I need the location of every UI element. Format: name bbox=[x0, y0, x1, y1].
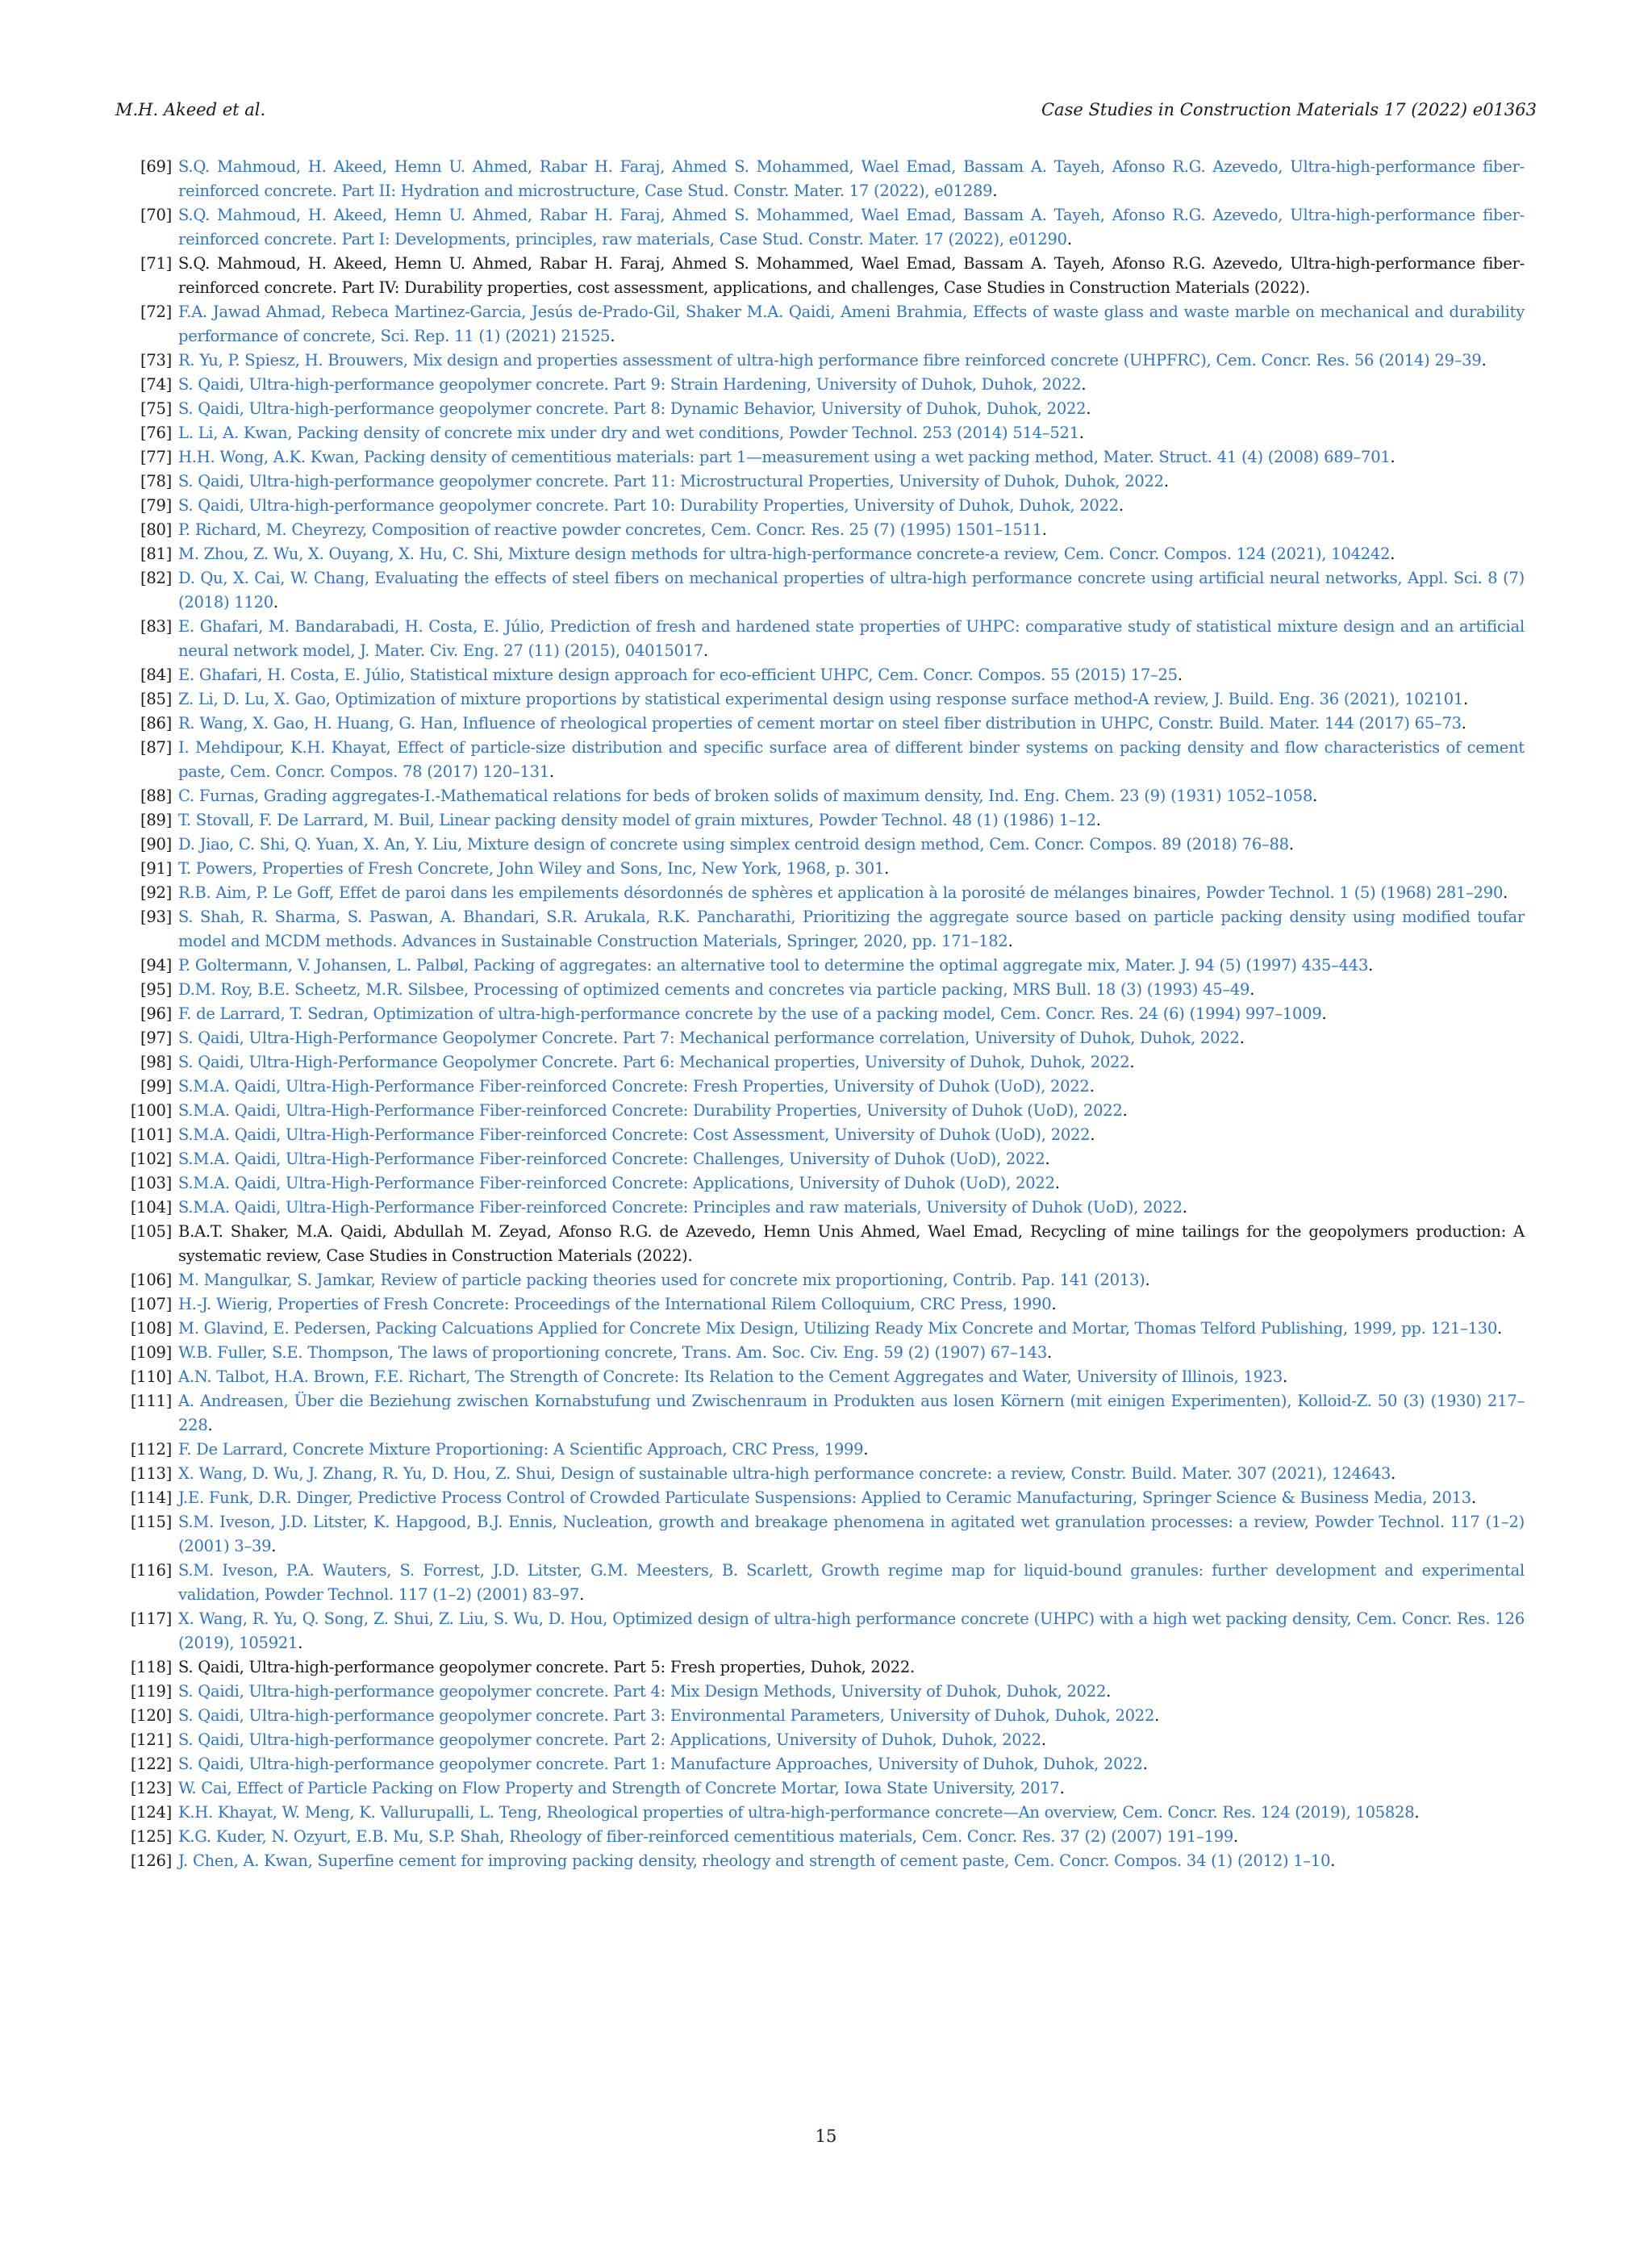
reference-item bbox=[115, 1268, 1525, 1292]
reference-number: [93] bbox=[140, 908, 172, 926]
reference-number: [84] bbox=[140, 666, 172, 684]
reference-item bbox=[115, 155, 1525, 203]
reference-number: [107] bbox=[130, 1295, 172, 1313]
reference-number: [75] bbox=[140, 399, 172, 418]
reference-link[interactable]: W.B. Fuller, S.E. Thompson, The laws of proportioning concrete, Trans. Am. Soc. Civ. Eng. 59 (2) (1907) 67–143 bbox=[178, 1343, 1048, 1362]
reference-item bbox=[115, 663, 1525, 687]
reference-item bbox=[115, 1825, 1525, 1849]
reference-number: [73] bbox=[140, 351, 172, 369]
reference-period: . bbox=[1122, 1101, 1128, 1120]
reference-item bbox=[115, 833, 1525, 857]
reference-item bbox=[115, 1050, 1525, 1075]
reference-link[interactable]: C. Furnas, Grading aggregates-I.-Mathematical relations for beds of broken solids of maximum density, Ind. Eng. Chem. 23 (9) (1931) 1052–1058 bbox=[178, 787, 1313, 805]
reference-item bbox=[115, 712, 1525, 736]
reference-link[interactable]: X. Wang, D. Wu, J. Zhang, R. Yu, D. Hou, Z. Shui, Design of sustainable ultra-high performance concrete: a review, Constr. Build. Mater. 307 (2021), 124643 bbox=[178, 1464, 1391, 1483]
reference-item bbox=[115, 1849, 1525, 1873]
reference-item bbox=[115, 349, 1525, 373]
reference-period: . bbox=[1239, 1029, 1245, 1047]
reference-link[interactable]: E. Ghafari, H. Costa, E. Júlio, Statistical mixture design approach for eco-efficient UHPC, Cem. Concr. Compos. 55 (2015) 17–25 bbox=[178, 666, 1178, 684]
reference-number: [92] bbox=[140, 883, 172, 902]
reference-item bbox=[115, 566, 1525, 615]
reference-link[interactable]: K.G. Kuder, N. Ozyurt, E.B. Mu, S.P. Shah, Rheology of fiber-reinforced cementitious materials, Cem. Concr. Res. 37 (2) (2007) 191–199 bbox=[178, 1827, 1234, 1846]
reference-period: . bbox=[1142, 1755, 1148, 1773]
reference-link[interactable]: W. Cai, Effect of Particle Packing on Flow Property and Strength of Concrete Mortar, Iowa State University, 2017 bbox=[178, 1779, 1060, 1797]
reference-number: [126] bbox=[130, 1851, 172, 1870]
reference-period: . bbox=[1041, 520, 1047, 539]
reference-period: . bbox=[1330, 1851, 1336, 1870]
reference-number: [94] bbox=[140, 956, 172, 975]
reference-link[interactable]: F. De Larrard, Concrete Mixture Proportioning: A Scientific Approach, CRC Press, 1999 bbox=[178, 1440, 864, 1459]
reference-period: . bbox=[1321, 1004, 1327, 1023]
reference-item bbox=[115, 954, 1525, 978]
reference-item bbox=[115, 1486, 1525, 1510]
reference-period: . bbox=[703, 641, 708, 660]
reference-link[interactable]: E. Ghafari, M. Bandarabadi, H. Costa, E. Júlio, Prediction of fresh and hardened state properties of UHPC: comparative study of statistical mixture design and an artificial neural network model, J. Mater. Civ. Eng. 27 (11) (2015), 04015017 bbox=[178, 617, 1525, 660]
reference-link[interactable]: M. Zhou, Z. Wu, X. Ouyang, X. Hu, C. Shi, Mixture design methods for ultra-high-performance concrete-a review, Cem. Concr. Compos. 124 (2021), 104242 bbox=[178, 545, 1391, 563]
reference-link[interactable]: P. Richard, M. Cheyrezy, Composition of reactive powder concretes, Cem. Concr. Res. 25 (7) (1995) 1501–1511 bbox=[178, 520, 1042, 539]
reference-number: [102] bbox=[130, 1150, 172, 1168]
reference-link[interactable]: T. Powers, Properties of Fresh Concrete, John Wiley and Sons, Inc, New York, 1968, p. 301 bbox=[178, 859, 885, 878]
reference-item bbox=[115, 542, 1525, 566]
reference-number: [90] bbox=[140, 835, 172, 854]
reference-number: [119] bbox=[130, 1682, 172, 1701]
reference-number: [100] bbox=[130, 1101, 172, 1120]
reference-item bbox=[115, 1365, 1525, 1389]
reference-link[interactable]: R. Yu, P. Spiesz, H. Brouwers, Mix design and properties assessment of ultra-high performance fibre reinforced concrete (UHPFRC), Cem. Concr. Res. 56 (2014) 29–39 bbox=[178, 351, 1482, 369]
reference-period: . bbox=[610, 327, 615, 345]
reference-item bbox=[115, 1196, 1525, 1220]
reference-link[interactable]: S. Qaidi, Ultra-high-performance geopolymer concrete. Part 11: Microstructural Properties, University of Duhok, Duhok, 2022 bbox=[178, 472, 1164, 490]
reference-number: [109] bbox=[130, 1343, 172, 1362]
reference-period: . bbox=[1041, 1730, 1046, 1749]
reference-period: . bbox=[1090, 1125, 1095, 1144]
reference-item bbox=[115, 1317, 1525, 1341]
reference-number: [71] bbox=[140, 254, 172, 273]
reference-link[interactable]: P. Goltermann, V. Johansen, L. Palbøl, Packing of aggregates: an alternative tool to determine the optimal aggregate mix, Mater. J. 94 (5) (1997) 435–443 bbox=[178, 956, 1369, 975]
reference-period: . bbox=[273, 593, 278, 612]
reference-item bbox=[115, 1607, 1525, 1655]
reference-number: [99] bbox=[140, 1077, 172, 1096]
reference-link[interactable]: A. Andreasen, Über die Beziehung zwischen Kornabstufung und Zwischenraum in Produkten aus losen Körnern (mit einigen Experimenten), Kolloid-Z. 50 (3) (1930) 217–228 bbox=[178, 1392, 1525, 1434]
reference-item bbox=[115, 470, 1525, 494]
page-number: 15 bbox=[815, 2127, 837, 2146]
header-authors: M.H. Akeed et al. bbox=[115, 100, 266, 119]
reference-period: . bbox=[298, 1634, 303, 1652]
reference-item bbox=[115, 1704, 1525, 1728]
reference-link[interactable]: K.H. Khayat, W. Meng, K. Vallurupalli, L. Teng, Rheological properties of ultra-high-performance concrete—An overview, Cem. Concr. Res. 124 (2019), 105828 bbox=[178, 1803, 1415, 1822]
reference-item bbox=[115, 687, 1525, 712]
reference-link[interactable]: X. Wang, R. Yu, Q. Song, Z. Shui, Z. Liu, S. Wu, D. Hou, Optimized design of ultra-high performance concrete (UHPC) with a high wet packing density, Cem. Concr. Res. 126 (2019), 105921 bbox=[178, 1609, 1525, 1652]
reference-period: . bbox=[1414, 1803, 1420, 1822]
reference-period: . bbox=[1390, 448, 1395, 466]
reference-link[interactable]: S. Qaidi, Ultra-high-performance geopolymer concrete. Part 1: Manufacture Approaches, University of Duhok, Duhok, 2022 bbox=[178, 1755, 1143, 1773]
reference-link[interactable]: L. Li, A. Kwan, Packing density of concrete mix under dry and wet conditions, Powder Technol. 253 (2014) 514–521 bbox=[178, 424, 1079, 442]
reference-number: [69] bbox=[140, 157, 172, 176]
reference-item bbox=[115, 252, 1525, 300]
reference-item bbox=[115, 1220, 1525, 1268]
reference-link[interactable]: R.B. Aim, P. Le Goff, Effet de paroi dans les empilements désordonnés de sphères et application à la porosité de mélanges binaires, Powder Technol. 1 (5) (1968) 281–290 bbox=[178, 883, 1504, 902]
reference-text: S.Q. Mahmoud, H. Akeed, Hemn U. Ahmed, Rabar H. Faraj, Ahmed S. Mohammed, Wael Emad, Bassam A. Tayeh, Afonso R.G. Azevedo, Ultra-high-performance fiber-reinforced concrete. Part IV: Durability properties, cost assessment, applications, and challenges, Case Studies in Construction Materials (2022) bbox=[178, 254, 1525, 297]
reference-link[interactable]: J.E. Funk, D.R. Dinger, Predictive Process Control of Crowded Particulate Suspensions: Applied to Ceramic Manufacturing, Springer Science & Business Media, 2013 bbox=[178, 1488, 1471, 1507]
reference-item bbox=[115, 1099, 1525, 1123]
reference-period: . bbox=[1007, 932, 1013, 950]
reference-link[interactable]: H.H. Wong, A.K. Kwan, Packing density of cementitious materials: part 1—measurement using a wet packing method, Mater. Struct. 41 (4) (2008) 689–701 bbox=[178, 448, 1391, 466]
reference-item bbox=[115, 300, 1525, 349]
reference-list bbox=[115, 155, 1525, 1873]
reference-item bbox=[115, 1341, 1525, 1365]
reference-period: . bbox=[1154, 1706, 1160, 1725]
reference-link[interactable]: S. Qaidi, Ultra-high-performance geopolymer concrete. Part 3: Environmental Parameters, University of Duhok, Duhok, 2022 bbox=[178, 1706, 1155, 1725]
reference-item bbox=[115, 1147, 1525, 1171]
reference-item bbox=[115, 1075, 1525, 1099]
reference-number: [74] bbox=[140, 375, 172, 394]
reference-period: . bbox=[1390, 545, 1395, 563]
reference-item bbox=[115, 615, 1525, 663]
reference-period: . bbox=[1106, 1682, 1112, 1701]
reference-item bbox=[115, 1559, 1525, 1607]
reference-number: [82] bbox=[140, 569, 172, 587]
reference-period: . bbox=[1471, 1488, 1476, 1507]
reference-link[interactable]: S. Qaidi, Ultra-high-performance geopolymer concrete. Part 9: Strain Hardening, University of Duhok, Duhok, 2022 bbox=[178, 375, 1082, 394]
reference-link[interactable]: M. Glavind, E. Pedersen, Packing Calcuations Applied for Concrete Mix Design, Utilizing Ready Mix Concrete and Mortar, Thomas Telford Publishing, 1999, pp. 121–130 bbox=[178, 1319, 1498, 1338]
reference-link[interactable]: S.M.A. Qaidi, Ultra-High-Performance Fiber-reinforced Concrete: Challenges, University of Duhok (UoD), 2022 bbox=[178, 1150, 1045, 1168]
reference-number: [124] bbox=[130, 1803, 172, 1822]
reference-period: . bbox=[1059, 1779, 1065, 1797]
reference-period: . bbox=[1182, 1198, 1187, 1217]
reference-link[interactable]: T. Stovall, F. De Larrard, M. Buil, Linear packing density model of grain mixtures, Powder Technol. 48 (1) (1986) 1–12 bbox=[178, 811, 1096, 829]
reference-period: . bbox=[1086, 399, 1091, 418]
reference-item bbox=[115, 1776, 1525, 1801]
reference-item bbox=[115, 1171, 1525, 1196]
reference-link[interactable]: J. Chen, A. Kwan, Superfine cement for improving packing density, rheology and strength of cement paste, Cem. Concr. Compos. 34 (1) (2012) 1–10 bbox=[178, 1851, 1331, 1870]
reference-link[interactable]: S.M.A. Qaidi, Ultra-High-Performance Fiber-reinforced Concrete: Durability Properties, University of Duhok (UoD), 2022 bbox=[178, 1101, 1123, 1120]
reference-item bbox=[115, 1680, 1525, 1704]
reference-number: [88] bbox=[140, 787, 172, 805]
reference-link[interactable]: S.M.A. Qaidi, Ultra-High-Performance Fiber-reinforced Concrete: Fresh Properties, University of Duhok (UoD), 2022 bbox=[178, 1077, 1090, 1096]
header-journal: Case Studies in Construction Materials 17 (2022) e01363 bbox=[1041, 100, 1537, 119]
reference-period: . bbox=[1283, 1367, 1287, 1386]
reference-period: . bbox=[549, 762, 554, 781]
reference-number: [116] bbox=[130, 1561, 172, 1580]
reference-period: . bbox=[1461, 714, 1466, 733]
reference-period: . bbox=[1078, 424, 1084, 442]
reference-item bbox=[115, 808, 1525, 833]
reference-period: . bbox=[1163, 472, 1169, 490]
reference-link[interactable]: R. Wang, X. Gao, H. Huang, G. Han, Influence of rheological properties of cement mortar on steel fiber distribution in UHPC, Constr. Build. Mater. 144 (2017) 65–73 bbox=[178, 714, 1462, 733]
reference-number: [86] bbox=[140, 714, 172, 733]
reference-item bbox=[115, 373, 1525, 397]
reference-number: [104] bbox=[130, 1198, 172, 1217]
reference-link[interactable]: Z. Li, D. Lu, X. Gao, Optimization of mixture proportions by statistical experimental design using response surface method-A review, J. Build. Eng. 36 (2021), 102101 bbox=[178, 690, 1464, 708]
reference-link[interactable]: S.Q. Mahmoud, H. Akeed, Hemn U. Ahmed, Rabar H. Faraj, Ahmed S. Mohammed, Wael Emad, Bassam A. Tayeh, Afonso R.G. Azevedo, Ultra-high-performance fiber-reinforced concrete. Part I: Developments, principles, raw materials, Case Stud. Constr. Mater. 17 (2022), e01290 bbox=[178, 206, 1525, 248]
reference-item bbox=[115, 881, 1525, 905]
reference-link[interactable]: S.M. Iveson, J.D. Litster, K. Hapgood, B.J. Ennis, Nucleation, growth and breakage phenomena in agitated wet granulation processes: a review, Powder Technol. 117 (1–2) (2001) 3–39 bbox=[178, 1513, 1525, 1555]
reference-link[interactable]: I. Mehdipour, K.H. Khayat, Effect of particle-size distribution and specific surface area of different binder systems on packing density and flow characteristics of cement paste, Cem. Concr. Compos. 78 (2017) 120–131 bbox=[178, 738, 1525, 781]
reference-number: [89] bbox=[140, 811, 172, 829]
reference-period: . bbox=[1177, 666, 1183, 684]
reference-period: . bbox=[271, 1537, 277, 1555]
reference-item bbox=[115, 1002, 1525, 1026]
reference-number: [98] bbox=[140, 1053, 172, 1071]
reference-period: . bbox=[1312, 787, 1318, 805]
reference-link[interactable]: D. Jiao, C. Shi, Q. Yuan, X. An, Y. Liu, Mixture design of concrete using simplex centroid design method, Cem. Concr. Compos. 89 (2018) 76–88 bbox=[178, 835, 1289, 854]
reference-item bbox=[115, 1752, 1525, 1776]
reference-link[interactable]: S.M.A. Qaidi, Ultra-High-Performance Fiber-reinforced Concrete: Applications, University of Duhok (UoD), 2022 bbox=[178, 1174, 1055, 1192]
reference-period: . bbox=[1081, 375, 1087, 394]
reference-link[interactable]: S.M.A. Qaidi, Ultra-High-Performance Fiber-reinforced Concrete: Cost Assessment, University of Duhok (UoD), 2022 bbox=[178, 1125, 1091, 1144]
reference-link[interactable]: D.M. Roy, B.E. Scheetz, M.R. Silsbee, Processing of optimized cements and concretes via particle packing, MRS Bull. 18 (3) (1993) 45–49 bbox=[178, 980, 1250, 999]
reference-period: . bbox=[1118, 496, 1124, 515]
reference-item bbox=[115, 421, 1525, 445]
reference-number: [120] bbox=[130, 1706, 172, 1725]
reference-number: [118] bbox=[130, 1658, 172, 1676]
reference-period: . bbox=[1503, 883, 1508, 902]
reference-item bbox=[115, 1801, 1525, 1825]
reference-number: [113] bbox=[130, 1464, 172, 1483]
reference-number: [76] bbox=[140, 424, 172, 442]
reference-item bbox=[115, 1389, 1525, 1438]
reference-item bbox=[115, 1438, 1525, 1462]
reference-link[interactable]: M. Mangulkar, S. Jamkar, Review of particle packing theories used for concrete mix proportioning, Contrib. Pap. 141 (2013) bbox=[178, 1271, 1145, 1289]
reference-link[interactable]: F.A. Jawad Ahmad, Rebeca Martinez-Garcia, Jesús de-Prado-Gil, Shaker M.A. Qaidi, Ameni Brahmia, Effects of waste glass and waste marble on mechanical and durability performance of concrete, Sci. Rep. 11 (1) (2021) 21525 bbox=[178, 303, 1525, 345]
reference-number: [91] bbox=[140, 859, 172, 878]
reference-number: [112] bbox=[130, 1440, 172, 1459]
reference-number: [81] bbox=[140, 545, 172, 563]
reference-number: [87] bbox=[140, 738, 172, 757]
reference-number: [110] bbox=[130, 1367, 172, 1386]
reference-number: [95] bbox=[140, 980, 172, 999]
reference-number: [97] bbox=[140, 1029, 172, 1047]
reference-number: [117] bbox=[130, 1609, 172, 1628]
reference-item bbox=[115, 1462, 1525, 1486]
reference-item bbox=[115, 1026, 1525, 1050]
reference-text: B.A.T. Shaker, M.A. Qaidi, Abdullah M. Zeyad, Afonso R.G. de Azevedo, Hemn Unis Ahmed, Wael Emad, Recycling of mine tailings for the geopolymers production: A systematic review, Case Studies in Construction Materials (2022) bbox=[178, 1222, 1525, 1265]
reference-period: . bbox=[1481, 351, 1487, 369]
reference-period: . bbox=[579, 1585, 585, 1604]
reference-period: . bbox=[1249, 980, 1255, 999]
reference-period: . bbox=[910, 1658, 916, 1676]
reference-number: [108] bbox=[130, 1319, 172, 1338]
reference-number: [105] bbox=[130, 1222, 172, 1241]
reference-period: . bbox=[1089, 1077, 1095, 1096]
reference-number: [121] bbox=[130, 1730, 172, 1749]
reference-item bbox=[115, 905, 1525, 954]
reference-link[interactable]: F. de Larrard, T. Sedran, Optimization of ultra-high-performance concrete by the use of a packing model, Cem. Concr. Res. 24 (6) (1994) 997–1009 bbox=[178, 1004, 1322, 1023]
reference-number: [125] bbox=[130, 1827, 172, 1846]
reference-item bbox=[115, 397, 1525, 421]
reference-number: [103] bbox=[130, 1174, 172, 1192]
reference-period: . bbox=[1047, 1343, 1052, 1362]
reference-item bbox=[115, 1655, 1525, 1680]
reference-number: [101] bbox=[130, 1125, 172, 1144]
reference-period: . bbox=[687, 1246, 693, 1265]
reference-period: . bbox=[863, 1440, 869, 1459]
reference-link[interactable]: S. Qaidi, Ultra-high-performance geopolymer concrete. Part 4: Mix Design Methods, University of Duhok, Duhok, 2022 bbox=[178, 1682, 1107, 1701]
reference-link[interactable]: S.M. Iveson, P.A. Wauters, S. Forrest, J.D. Litster, G.M. Meesters, B. Scarlett, Growth regime map for liquid-bound granules: further development and experimental validation, Powder Technol. 117 (1–2) (2001) 83–97 bbox=[178, 1561, 1525, 1604]
reference-period: . bbox=[1051, 1295, 1057, 1313]
reference-link[interactable]: S. Shah, R. Sharma, S. Paswan, A. Bhandari, S.R. Arukala, R.K. Pancharathi, Prioritizing the aggregate source based on particle packing density using modified toufar model and MCDM methods. Advances in Sustainable Construction Materials, Springer, 2020, pp. 171–182 bbox=[178, 908, 1525, 950]
reference-number: [106] bbox=[130, 1271, 172, 1289]
reference-item bbox=[115, 978, 1525, 1002]
reference-link[interactable]: S. Qaidi, Ultra-High-Performance Geopolymer Concrete. Part 6: Mechanical properties, University of Duhok, Duhok, 2022 bbox=[178, 1053, 1130, 1071]
reference-number: [80] bbox=[140, 520, 172, 539]
reference-period: . bbox=[1368, 956, 1374, 975]
reference-number: [85] bbox=[140, 690, 172, 708]
reference-item bbox=[115, 518, 1525, 542]
reference-number: [72] bbox=[140, 303, 172, 321]
reference-item bbox=[115, 445, 1525, 470]
reference-period: . bbox=[1095, 811, 1101, 829]
reference-period: . bbox=[1145, 1271, 1150, 1289]
reference-number: [78] bbox=[140, 472, 172, 490]
reference-item bbox=[115, 1510, 1525, 1559]
reference-period: . bbox=[1497, 1319, 1503, 1338]
reference-number: [70] bbox=[140, 206, 172, 224]
reference-number: [111] bbox=[130, 1392, 172, 1410]
reference-item bbox=[115, 736, 1525, 784]
reference-period: . bbox=[207, 1416, 213, 1434]
reference-period: . bbox=[1288, 835, 1294, 854]
reference-period: . bbox=[1305, 278, 1311, 297]
reference-period: . bbox=[1233, 1827, 1238, 1846]
reference-number: [122] bbox=[130, 1755, 172, 1773]
reference-item bbox=[115, 494, 1525, 518]
reference-item bbox=[115, 1728, 1525, 1752]
reference-number: [83] bbox=[140, 617, 172, 636]
reference-text: S. Qaidi, Ultra-high-performance geopolymer concrete. Part 5: Fresh properties, Duhok, 2022 bbox=[178, 1658, 911, 1676]
reference-link[interactable]: S. Qaidi, Ultra-high-performance geopolymer concrete. Part 2: Applications, University of Duhok, Duhok, 2022 bbox=[178, 1730, 1041, 1749]
reference-link[interactable]: S. Qaidi, Ultra-high-performance geopolymer concrete. Part 8: Dynamic Behavior, University of Duhok, Duhok, 2022 bbox=[178, 399, 1087, 418]
running-header bbox=[115, 100, 1537, 127]
reference-number: [115] bbox=[130, 1513, 172, 1531]
reference-item bbox=[115, 1292, 1525, 1317]
reference-number: [114] bbox=[130, 1488, 172, 1507]
reference-number: [123] bbox=[130, 1779, 172, 1797]
reference-link[interactable]: S. Qaidi, Ultra-high-performance geopolymer concrete. Part 10: Durability Properties, University of Duhok, Duhok, 2022 bbox=[178, 496, 1119, 515]
reference-period: . bbox=[1054, 1174, 1060, 1192]
reference-period: . bbox=[1463, 690, 1468, 708]
reference-period: . bbox=[1066, 230, 1072, 248]
reference-link[interactable]: D. Qu, X. Cai, W. Chang, Evaluating the effects of steel fibers on mechanical properties of ultra-high performance concrete using artificial neural networks, Appl. Sci. 8 (7) (2018) 1120 bbox=[178, 569, 1525, 612]
reference-item bbox=[115, 784, 1525, 808]
reference-period: . bbox=[884, 859, 890, 878]
reference-period: . bbox=[1045, 1150, 1050, 1168]
reference-period: . bbox=[1129, 1053, 1135, 1071]
reference-item bbox=[115, 203, 1525, 252]
reference-number: [96] bbox=[140, 1004, 172, 1023]
reference-link[interactable]: S. Qaidi, Ultra-High-Performance Geopolymer Concrete. Part 7: Mechanical performance correlation, University of Duhok, Duhok, 2022 bbox=[178, 1029, 1240, 1047]
reference-link[interactable]: H.-J. Wierig, Properties of Fresh Concrete: Proceedings of the International Rilem Colloquium, CRC Press, 1990 bbox=[178, 1295, 1052, 1313]
reference-number: [79] bbox=[140, 496, 172, 515]
reference-item bbox=[115, 857, 1525, 881]
reference-item bbox=[115, 1123, 1525, 1147]
reference-link[interactable]: A.N. Talbot, H.A. Brown, F.E. Richart, The Strength of Concrete: Its Relation to the Cement Aggregates and Water, University of Illinois, 1923 bbox=[178, 1367, 1283, 1386]
reference-number: [77] bbox=[140, 448, 172, 466]
reference-link[interactable]: S.Q. Mahmoud, H. Akeed, Hemn U. Ahmed, Rabar H. Faraj, Ahmed S. Mohammed, Wael Emad, Bassam A. Tayeh, Afonso R.G. Azevedo, Ultra-high-performance fiber-reinforced concrete. Part II: Hydration and microstructure, Case Stud. Constr. Mater. 17 (2022), e01289 bbox=[178, 157, 1525, 200]
reference-period: . bbox=[992, 182, 998, 200]
reference-link[interactable]: S.M.A. Qaidi, Ultra-High-Performance Fiber-reinforced Concrete: Principles and raw materials, University of Duhok (UoD), 2022 bbox=[178, 1198, 1183, 1217]
reference-period: . bbox=[1391, 1464, 1396, 1483]
